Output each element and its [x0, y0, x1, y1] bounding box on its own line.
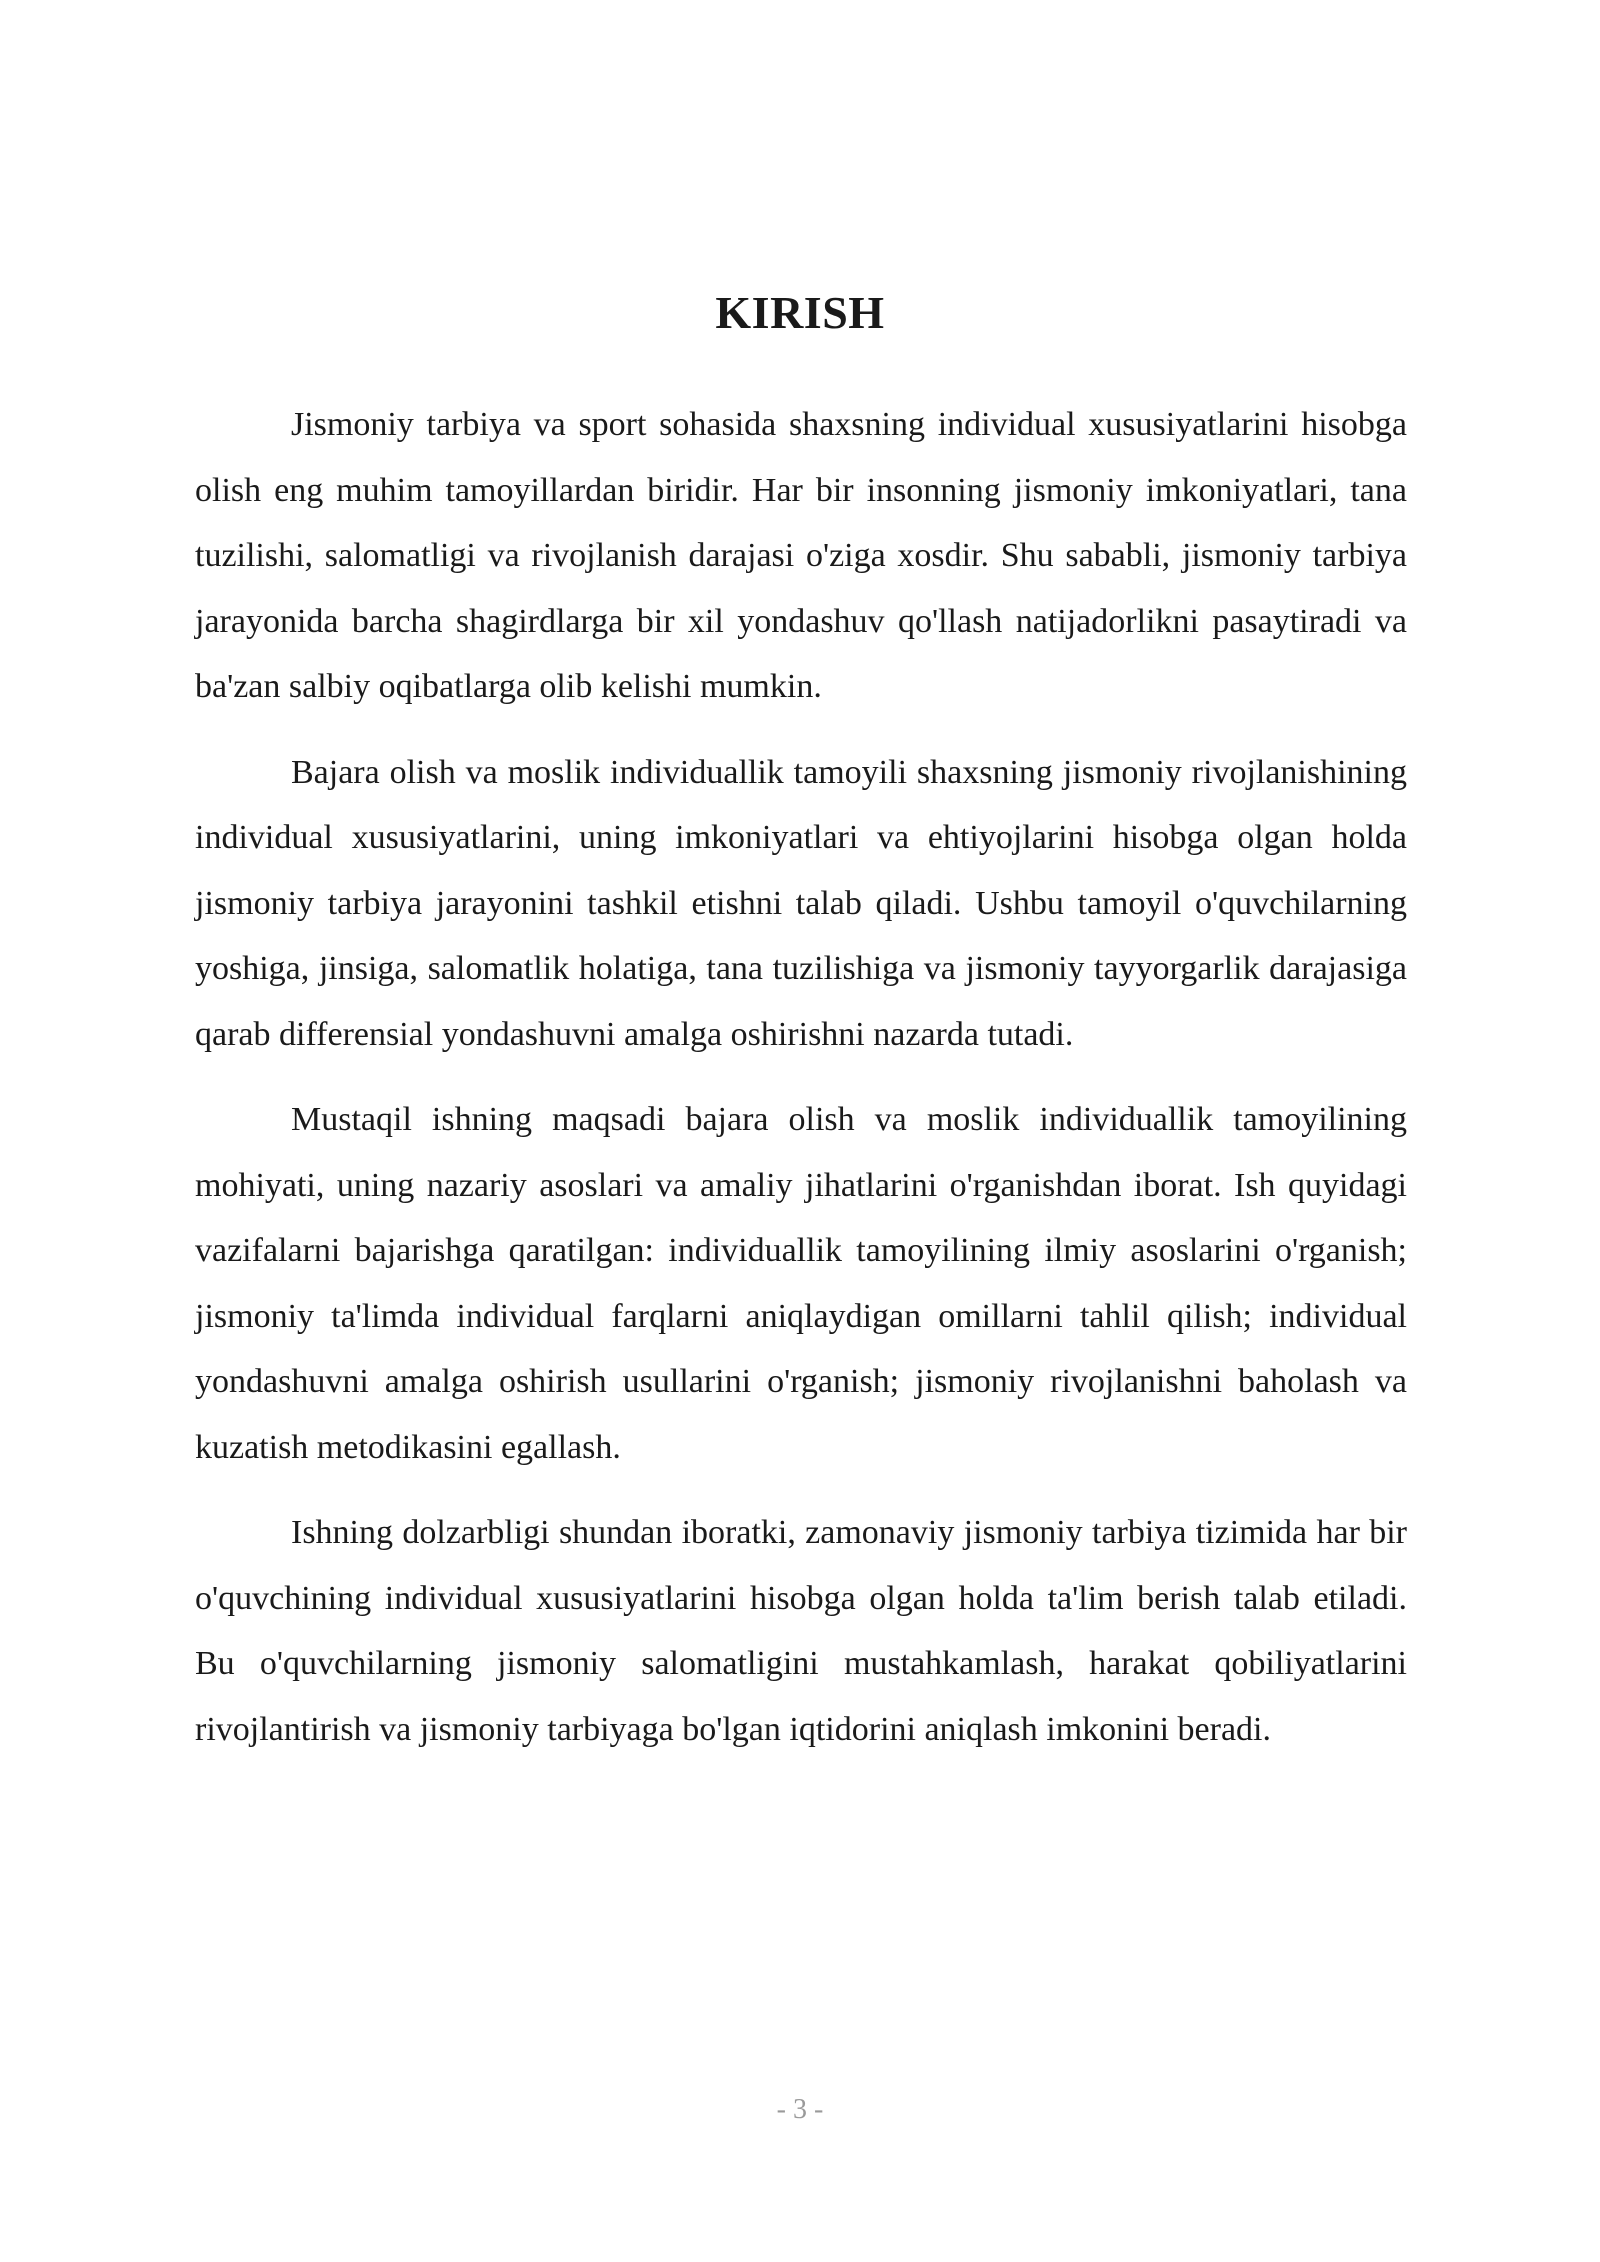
paragraph-2: Bajara olish va moslik individuallik tamoyili shaxsning jismoniy rivojlanishining individual xususiyatlarini, uning imkoniyatlari va ehtiyojlarini hisobga olgan holda jismoniy tarbiya jarayonini tashkil etishni talab qiladi. Ushbu tamoyil o'quvchilarning yoshiga, jinsiga, salomatlik holatiga, tana tuzilishiga va jismoniy tayyorgarlik darajasiga qarab differensial yondashuvni amalga oshirishni nazarda tutadi.	[195, 753, 1407, 1053]
page-title: KIRISH	[715, 287, 885, 338]
page-number: - 3 -	[776, 2094, 824, 2125]
paragraph-1: Jismoniy tarbiya va sport sohasida shaxsning individual xususiyatlarini hisobga olish eng muhim tamoyillardan biridir. Har bir insonning jismoniy imkoniyatlari, tana tuzilishi, salomatligi va rivojlanish darajasi o'ziga xosdir. Shu sababli, jismoniy tarbiya jarayonida barcha shagirdlarga bir xil yondashuv qo'llash natijadorlikni pasaytiradi va ba'zan salbiy oqibatlarga olib kelishi mumkin.	[195, 406, 1407, 705]
body-text	[195, 392, 1407, 1782]
paragraph-3: Mustaqil ishning maqsadi bajara olish va moslik individuallik tamoyilining mohiyati, uning nazariy asoslari va amaliy jihatlarini o'rganishdan iborat. Ish quyidagi vazifalarni bajarishga qaratilgan: individuallik tamoyilining ilmiy asoslarini o'rganish; jismoniy ta'limda individual farqlarni aniqlaydigan omillarni tahlil qilish; individual yondashuvni amalga oshirish usullarini o'rganish; jismoniy rivojlanishni baholash va kuzatish metodikasini egallash.	[195, 1101, 1407, 1466]
paragraph-4: Ishning dolzarbligi shundan iboratki, zamonaviy jismoniy tarbiya tizimida har bir o'quvchining individual xususiyatlarini hisobga olgan holda ta'lim berish talab etiladi. Bu o'quvchilarning jismoniy salomatligini mustahkamlash, harakat qobiliyatlarini rivojlantirish va jismoniy tarbiyaga bo'lgan iqtidorini aniqlash imkonini beradi.	[195, 1514, 1407, 1748]
